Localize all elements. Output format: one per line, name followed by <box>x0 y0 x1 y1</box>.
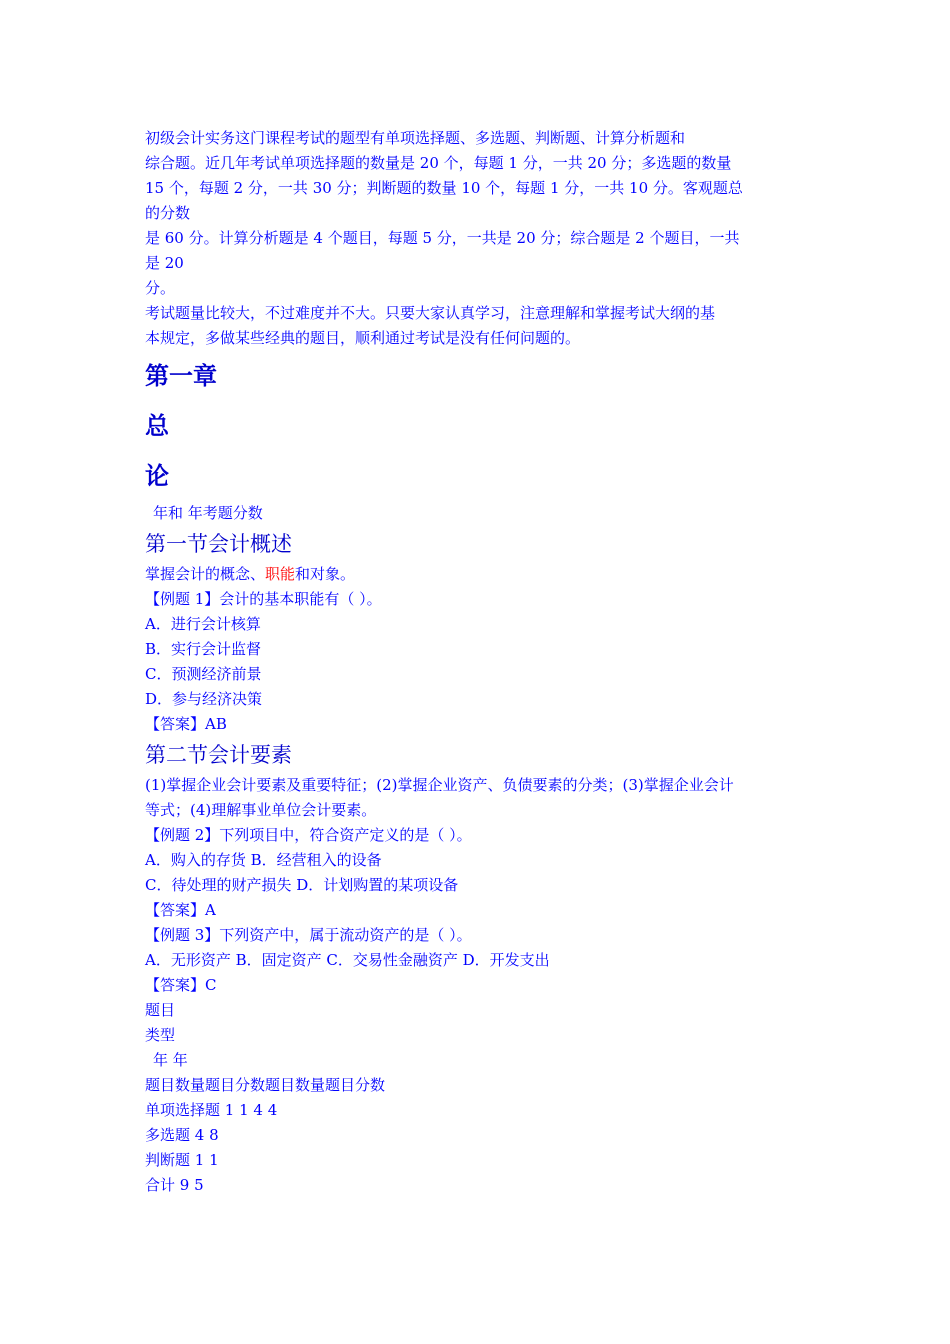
example-3-question: 【例题 3】下列资产中，属于流动资产的是（ ）。 <box>145 926 472 944</box>
table-row-1: 题目 <box>145 1001 176 1019</box>
example-1-option-b: B．实行会计监督 <box>145 640 262 658</box>
chapter-heading-3: 论 <box>145 461 169 490</box>
example-1-option-a: A．进行会计核算 <box>145 615 261 633</box>
example-3-answer: 【答案】C <box>145 976 217 994</box>
table-row-6: 多选题 4 8 <box>145 1126 219 1144</box>
intro-line-2: 综合题。近几年考试单项选择题的数量是 20 个，每题 1 分，一共 20 分；多选题的数量 <box>145 154 732 172</box>
example-2-answer: 【答案】A <box>145 901 216 919</box>
example-1-option-d: D．参与经济决策 <box>145 690 263 708</box>
chapter-heading-1: 第一章 <box>145 361 217 390</box>
section-2-title: 第二节会计要素 <box>145 743 292 767</box>
section-1-title: 第一节会计概述 <box>145 532 292 556</box>
example-3-options: A．无形资产 B．固定资产 C．交易性金融资产 D．开发支出 <box>145 951 550 969</box>
intro-line-9: 本规定，多做某些经典的题目，顺利通过考试是没有任何问题的。 <box>145 329 581 347</box>
example-1-answer: 【答案】AB <box>145 715 227 733</box>
example-2-options-ab: A．购入的存货 B．经营租入的设备 <box>145 851 382 869</box>
chapter-heading-2: 总 <box>145 411 169 440</box>
section-1-goal-a: 掌握会计的概念、 <box>145 565 266 583</box>
section-2-goal-2: 等式；(4)理解事业单位会计要素。 <box>145 801 377 819</box>
section-2-goal-1: (1)掌握企业会计要素及重要特征；(2)掌握企业资产、负债要素的分类；(3)掌握企业会计 <box>145 776 734 794</box>
intro-line-6: 是 20 <box>145 254 184 272</box>
intro-line-1: 初级会计实务这门课程考试的题型有单项选择题、多选题、判断题、计算分析题和 <box>145 129 686 147</box>
section-1-goal <box>145 562 815 587</box>
intro-line-5: 是 60 分。计算分析题是 4 个题目，每题 5 分，一共是 20 分；综合题是 2 个题目，一共 <box>145 229 740 247</box>
table-row-4: 题目数量题目分数题目数量题目分数 <box>145 1076 386 1094</box>
example-1-question: 【例题 1】会计的基本职能有（ ）。 <box>145 590 382 608</box>
intro-line-8: 考试题量比较大，不过难度并不大。只要大家认真学习，注意理解和掌握考试大纲的基 <box>145 304 716 322</box>
table-row-3: 年 年 <box>153 1051 188 1069</box>
section-1-goal-red: 职能 <box>265 565 296 583</box>
intro-line-4: 的分数 <box>145 204 191 222</box>
intro-line-7: 分。 <box>145 279 176 297</box>
example-2-question: 【例题 2】下列项目中，符合资产定义的是（ ）。 <box>145 826 472 844</box>
table-row-8: 合计 9 5 <box>145 1176 204 1194</box>
table-row-2: 类型 <box>145 1026 176 1044</box>
table-row-7: 判断题 1 1 <box>145 1151 219 1169</box>
document-page <box>145 126 815 1198</box>
example-1-option-c: C．预测经济前景 <box>145 665 262 683</box>
section-1-goal-b: 和对象。 <box>295 565 356 583</box>
score-note: 年和 年考题分数 <box>153 504 263 522</box>
table-row-5: 单项选择题 1 1 4 4 <box>145 1101 278 1119</box>
example-2-options-cd: C．待处理的财产损失 D．计划购置的某项设备 <box>145 876 459 894</box>
intro-line-3: 15 个，每题 2 分，一共 30 分；判断题的数量 10 个，每题 1 分，一共 10 分。客观题总 <box>145 179 743 197</box>
